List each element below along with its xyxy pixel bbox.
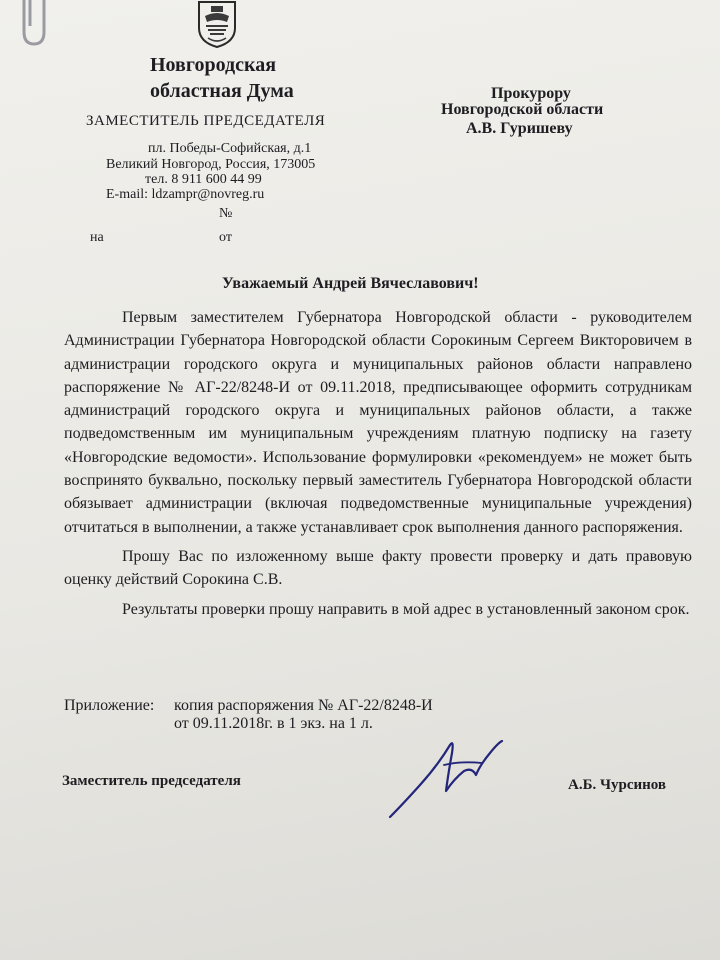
- handwritten-signature-icon: [380, 735, 530, 825]
- signatory-role: Заместитель председателя: [62, 773, 241, 789]
- coat-of-arms-icon: [196, 0, 238, 48]
- sender-phone: тел. 8 911 600 44 99: [145, 172, 262, 187]
- body-paragraph-2: Прошу Вас по изложенному выше факту провести проверку и дать правовую оценку действий Сорокина С.В.: [64, 547, 692, 589]
- ot-label: от: [219, 230, 232, 245]
- recipient-line1: Прокурору: [491, 85, 571, 102]
- sender-address-line1: пл. Победы-Софийская, д.1: [148, 141, 312, 156]
- paperclip-icon: [12, 0, 52, 48]
- body-paragraph-1: Первым заместителем Губернатора Новгородской области - руководителем Администрации Губернатора Новгородской области Сорокиным Сергеем Викторовичем в администрации городского округа и муниципальных районов области направлено распоряжение № АГ-22/8248-И от 09.11.2018, предписывающее оформить сотрудникам администраций городского округа и муниципальных районов области, а также подведомственным им муниципальным учреждениям платную подписку на газету «Новгородские ведомости». Использование формулировки «рекомендуем» не может быть воспринято буквально, поскольку первый заместитель Губернатора Новгородской области обязывает администрации (включая подведомственные муниципальные учреждения) отчитаться в выполнении, а также устанавливает срок выполнения данного распоряжения.: [64, 309, 692, 536]
- greeting: Уважаемый Андрей Вячеславович!: [222, 275, 479, 292]
- attachment-line2: от 09.11.2018г. в 1 экз. на 1 л.: [174, 715, 373, 732]
- sender-address-line2: Великий Новгород, Россия, 173005: [106, 157, 316, 172]
- sender-email: E-mail: ldzampr@novreg.ru: [106, 187, 265, 202]
- attachment-line1: копия распоряжения № АГ-22/8248-И: [174, 697, 433, 714]
- number-label: №: [219, 206, 233, 221]
- body-paragraph-3: Результаты проверки прошу направить в мой адрес в установленный законом срок.: [122, 600, 690, 618]
- attachment-label: Приложение:: [64, 697, 155, 714]
- sender-org-line1: Новгородская: [150, 54, 277, 76]
- recipient-line2: Новгородской области: [441, 101, 604, 118]
- signatory-name: А.Б. Чурсинов: [568, 777, 667, 793]
- recipient-line3: А.В. Гуришеву: [466, 120, 573, 137]
- na-label: на: [90, 230, 104, 245]
- sender-org-line2: областная Дума: [150, 80, 294, 102]
- sender-position: ЗАМЕСТИТЕЛЬ ПРЕДСЕДАТЕЛЯ: [86, 113, 326, 129]
- letter-body: [64, 306, 692, 621]
